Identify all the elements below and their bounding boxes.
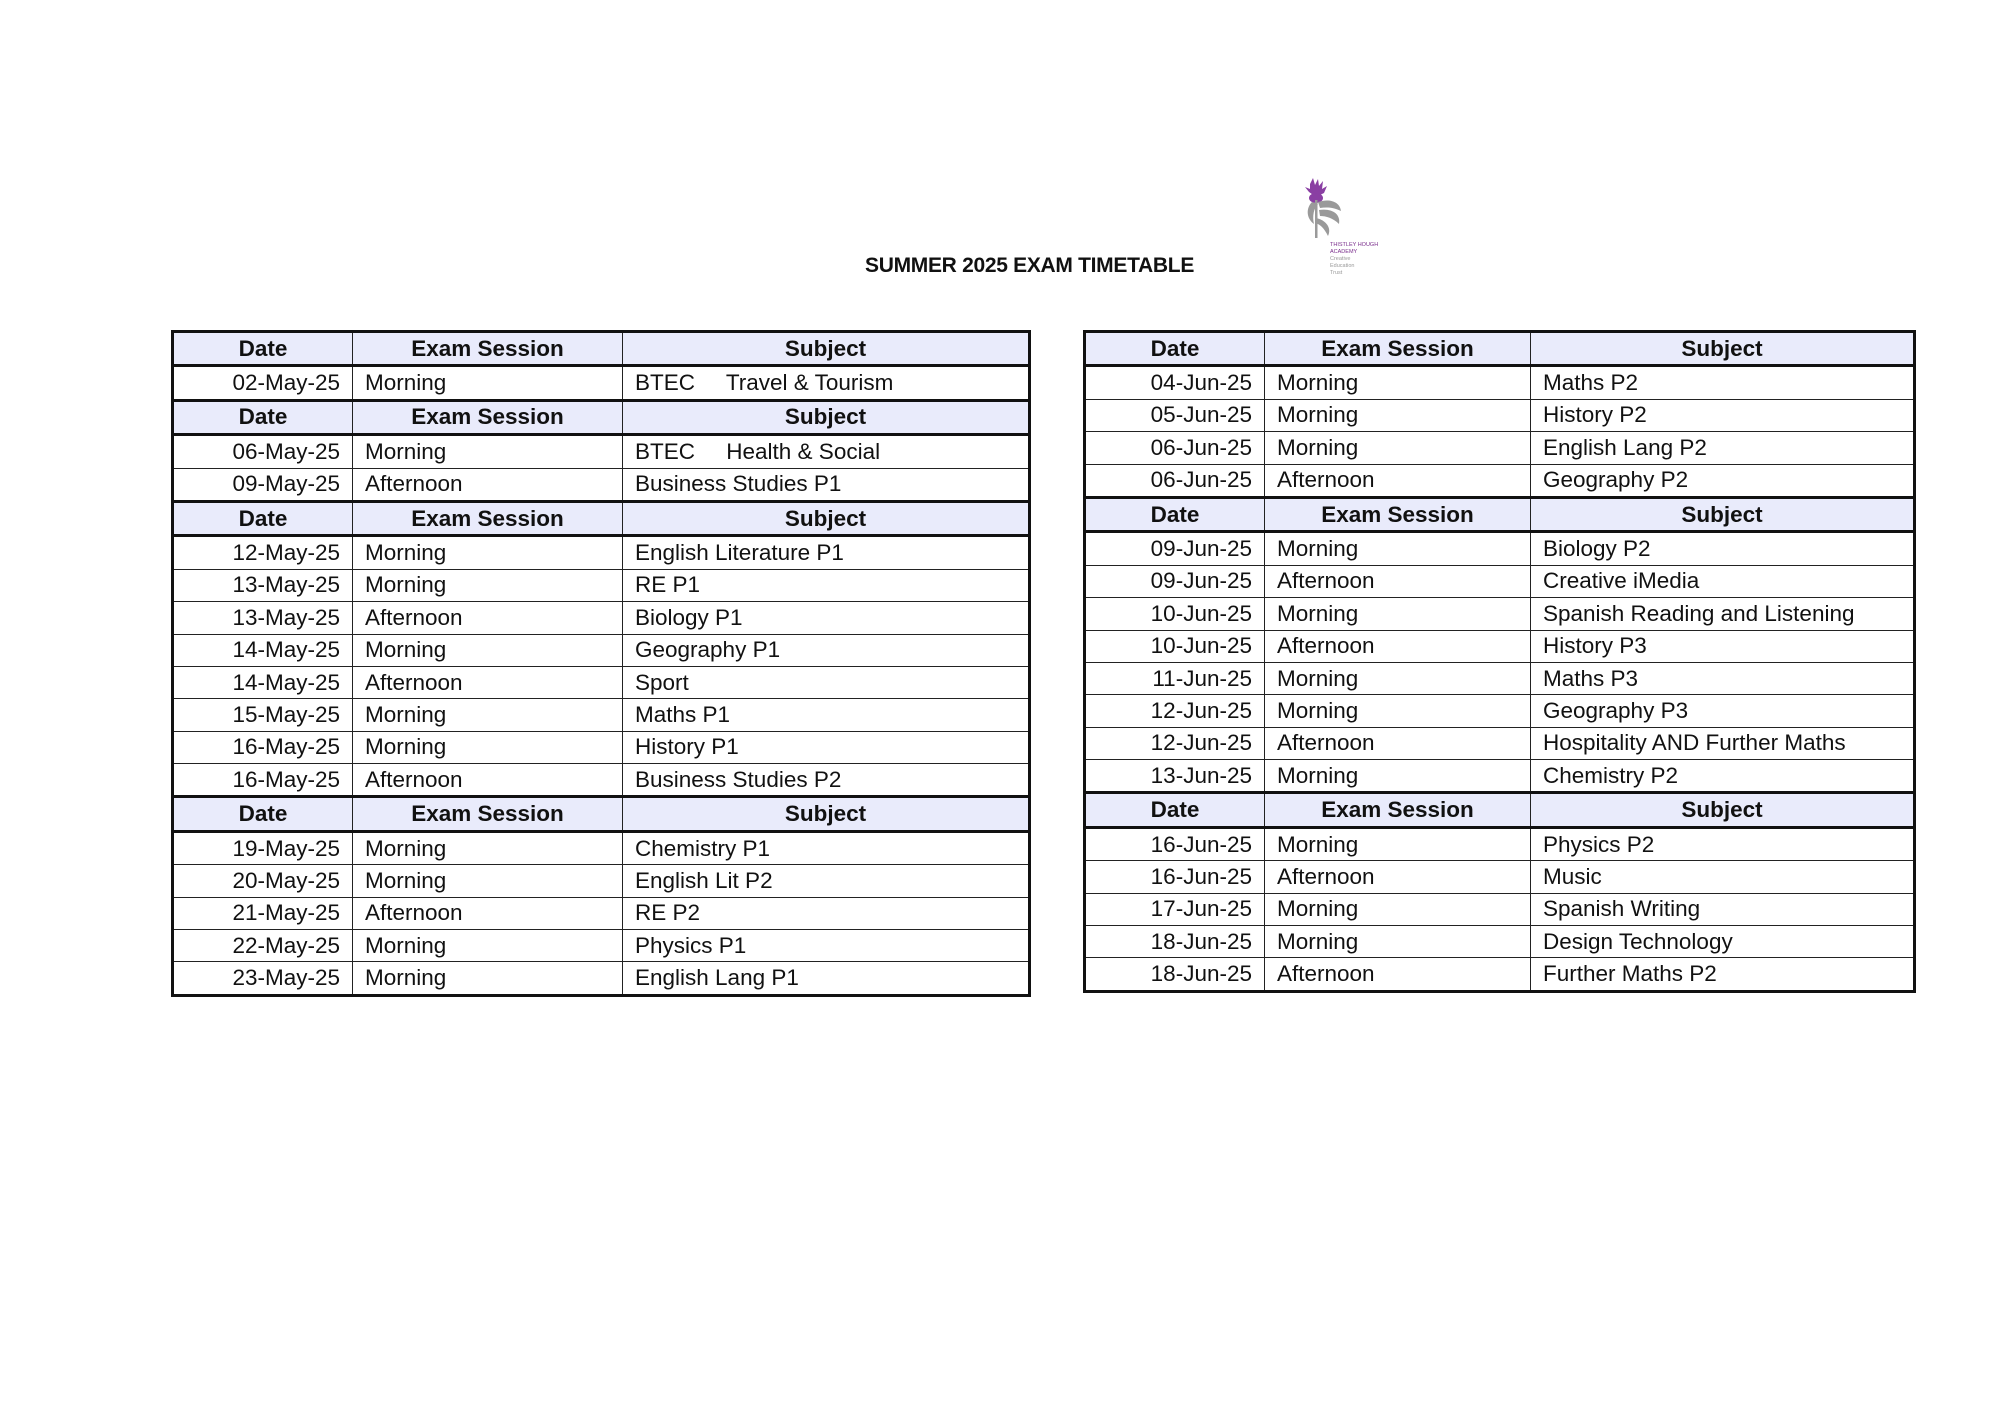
session-cell: Afternoon (353, 468, 623, 501)
header-exam-session: Exam Session (353, 797, 623, 831)
session-cell: Morning (353, 731, 623, 763)
date-cell: 18-Jun-25 (1085, 926, 1265, 958)
subject-cell: Chemistry P2 (1531, 760, 1915, 793)
header-exam-session: Exam Session (1265, 332, 1531, 366)
session-cell: Morning (353, 435, 623, 468)
header-subject: Subject (623, 501, 1030, 535)
date-cell: 20-May-25 (173, 865, 353, 897)
date-cell: 11-Jun-25 (1085, 662, 1265, 694)
table-header-row (1085, 793, 1915, 827)
subject-cell: Maths P3 (1531, 662, 1915, 694)
subject-cell: History P3 (1531, 630, 1915, 662)
table-row (1085, 760, 1915, 793)
session-cell: Afternoon (353, 897, 623, 929)
date-cell: 05-Jun-25 (1085, 399, 1265, 431)
date-cell: 14-May-25 (173, 634, 353, 666)
table-row (1085, 565, 1915, 597)
table-row (1085, 630, 1915, 662)
header-date: Date (173, 332, 353, 366)
table-row (173, 764, 1030, 797)
session-cell: Morning (353, 831, 623, 864)
session-cell: Afternoon (353, 666, 623, 698)
subject-cell: Business Studies P2 (623, 764, 1030, 797)
session-cell: Afternoon (1265, 565, 1531, 597)
date-cell: 12-Jun-25 (1085, 727, 1265, 759)
date-cell: 23-May-25 (173, 962, 353, 995)
date-cell: 16-May-25 (173, 764, 353, 797)
table-row (173, 897, 1030, 929)
date-cell: 21-May-25 (173, 897, 353, 929)
logo-trust-line-1: Creative (1330, 256, 1351, 262)
header-subject: Subject (623, 797, 1030, 831)
subject-cell: History P2 (1531, 399, 1915, 431)
session-cell: Morning (1265, 399, 1531, 431)
session-cell: Afternoon (1265, 464, 1531, 497)
header-subject: Subject (623, 400, 1030, 434)
session-cell: Morning (353, 536, 623, 569)
subject-cell: English Literature P1 (623, 536, 1030, 569)
session-cell: Afternoon (1265, 727, 1531, 759)
subject-cell: Biology P1 (623, 602, 1030, 634)
subject-cell: English Lang P2 (1531, 432, 1915, 464)
date-cell: 17-Jun-25 (1085, 893, 1265, 925)
subject-cell: Music (1531, 861, 1915, 893)
subject-cell: Geography P3 (1531, 695, 1915, 727)
school-logo (1300, 178, 1390, 282)
header-subject: Subject (1531, 332, 1915, 366)
table-row (173, 468, 1030, 501)
table-row (1085, 861, 1915, 893)
session-cell: Afternoon (353, 602, 623, 634)
subject-cell: BTEC Health & Social (623, 435, 1030, 468)
header-date: Date (1085, 793, 1265, 827)
header-exam-session: Exam Session (353, 332, 623, 366)
date-cell: 19-May-25 (173, 831, 353, 864)
header-exam-session: Exam Session (353, 400, 623, 434)
date-cell: 09-Jun-25 (1085, 532, 1265, 565)
subject-cell: Chemistry P1 (623, 831, 1030, 864)
logo-caption (1330, 242, 1378, 277)
table-row (1085, 432, 1915, 464)
date-cell: 06-Jun-25 (1085, 464, 1265, 497)
date-cell: 16-May-25 (173, 731, 353, 763)
session-cell: Afternoon (1265, 958, 1531, 991)
date-cell: 14-May-25 (173, 666, 353, 698)
timetable-may (171, 330, 1031, 997)
header-exam-session: Exam Session (353, 501, 623, 535)
table-row (1085, 464, 1915, 497)
date-cell: 22-May-25 (173, 930, 353, 962)
table-header-row (173, 400, 1030, 434)
subject-cell: Sport (623, 666, 1030, 698)
session-cell: Morning (1265, 926, 1531, 958)
session-cell: Afternoon (1265, 630, 1531, 662)
session-cell: Morning (1265, 760, 1531, 793)
header-exam-session: Exam Session (1265, 497, 1531, 531)
subject-cell: Maths P1 (623, 699, 1030, 731)
date-cell: 12-Jun-25 (1085, 695, 1265, 727)
table-row (173, 831, 1030, 864)
header-date: Date (1085, 332, 1265, 366)
session-cell: Morning (1265, 432, 1531, 464)
table-header-row (173, 797, 1030, 831)
timetable-june-body (1085, 332, 1915, 992)
date-cell: 10-Jun-25 (1085, 630, 1265, 662)
session-cell: Morning (1265, 827, 1531, 860)
subject-cell: Biology P2 (1531, 532, 1915, 565)
table-row (173, 602, 1030, 634)
table-row (173, 634, 1030, 666)
date-cell: 13-May-25 (173, 569, 353, 601)
table-row (173, 666, 1030, 698)
date-cell: 12-May-25 (173, 536, 353, 569)
subject-cell: Further Maths P2 (1531, 958, 1915, 991)
header-subject: Subject (623, 332, 1030, 366)
header-date: Date (173, 797, 353, 831)
table-row (1085, 695, 1915, 727)
table-row (1085, 399, 1915, 431)
table-header-row (1085, 497, 1915, 531)
date-cell: 16-Jun-25 (1085, 861, 1265, 893)
logo-trust-line-2: Education (1330, 263, 1355, 269)
table-row (173, 435, 1030, 468)
session-cell: Morning (353, 569, 623, 601)
table-row (1085, 532, 1915, 565)
date-cell: 04-Jun-25 (1085, 366, 1265, 399)
subject-cell: Design Technology (1531, 926, 1915, 958)
table-row (1085, 827, 1915, 860)
logo-name-line-1: THISTLEY HOUGH (1330, 242, 1379, 248)
subject-cell: Physics P1 (623, 930, 1030, 962)
session-cell: Morning (1265, 532, 1531, 565)
table-row (1085, 958, 1915, 991)
table-row (173, 962, 1030, 995)
subject-cell: Hospitality AND Further Maths (1531, 727, 1915, 759)
header-date: Date (173, 501, 353, 535)
table-row (1085, 727, 1915, 759)
date-cell: 06-May-25 (173, 435, 353, 468)
date-cell: 02-May-25 (173, 366, 353, 400)
table-row (173, 699, 1030, 731)
date-cell: 16-Jun-25 (1085, 827, 1265, 860)
logo-trust-line-3: Trust (1330, 270, 1343, 276)
subject-cell: Physics P2 (1531, 827, 1915, 860)
session-cell: Morning (1265, 366, 1531, 399)
table-row (173, 366, 1030, 400)
date-cell: 13-May-25 (173, 602, 353, 634)
header-exam-session: Exam Session (1265, 793, 1531, 827)
subject-cell: History P1 (623, 731, 1030, 763)
subject-cell: Maths P2 (1531, 366, 1915, 399)
thistle-logo-icon (1300, 178, 1390, 248)
table-row (1085, 893, 1915, 925)
header-subject: Subject (1531, 793, 1915, 827)
header-date: Date (173, 400, 353, 434)
table-row (173, 731, 1030, 763)
session-cell: Morning (353, 865, 623, 897)
table-row (173, 536, 1030, 569)
logo-name-line-2: ACADEMY (1330, 249, 1358, 255)
table-row (173, 865, 1030, 897)
date-cell: 10-Jun-25 (1085, 598, 1265, 630)
date-cell: 15-May-25 (173, 699, 353, 731)
session-cell: Morning (353, 366, 623, 400)
header-date: Date (1085, 497, 1265, 531)
subject-cell: Business Studies P1 (623, 468, 1030, 501)
subject-cell: Geography P1 (623, 634, 1030, 666)
subject-cell: BTEC Travel & Tourism (623, 366, 1030, 400)
session-cell: Morning (1265, 662, 1531, 694)
subject-cell: RE P1 (623, 569, 1030, 601)
date-cell: 06-Jun-25 (1085, 432, 1265, 464)
date-cell: 13-Jun-25 (1085, 760, 1265, 793)
table-row (1085, 366, 1915, 399)
session-cell: Morning (1265, 598, 1531, 630)
session-cell: Morning (1265, 695, 1531, 727)
subject-cell: English Lang P1 (623, 962, 1030, 995)
subject-cell: Geography P2 (1531, 464, 1915, 497)
table-row (173, 569, 1030, 601)
subject-cell: RE P2 (623, 897, 1030, 929)
table-row (1085, 662, 1915, 694)
session-cell: Morning (353, 699, 623, 731)
date-cell: 09-Jun-25 (1085, 565, 1265, 597)
timetable-june (1083, 330, 1916, 993)
session-cell: Morning (353, 962, 623, 995)
table-row (1085, 598, 1915, 630)
session-cell: Morning (353, 930, 623, 962)
table-row (173, 930, 1030, 962)
table-header-row (173, 501, 1030, 535)
table-header-row (173, 332, 1030, 366)
session-cell: Afternoon (353, 764, 623, 797)
session-cell: Morning (1265, 893, 1531, 925)
subject-cell: Spanish Writing (1531, 893, 1915, 925)
timetable-may-body (173, 332, 1030, 996)
header-subject: Subject (1531, 497, 1915, 531)
session-cell: Morning (353, 634, 623, 666)
page-title: SUMMER 2025 EXAM TIMETABLE (865, 254, 1195, 277)
subject-cell: Spanish Reading and Listening (1531, 598, 1915, 630)
subject-cell: English Lit P2 (623, 865, 1030, 897)
session-cell: Afternoon (1265, 861, 1531, 893)
date-cell: 18-Jun-25 (1085, 958, 1265, 991)
date-cell: 09-May-25 (173, 468, 353, 501)
table-row (1085, 926, 1915, 958)
subject-cell: Creative iMedia (1531, 565, 1915, 597)
table-header-row (1085, 332, 1915, 366)
